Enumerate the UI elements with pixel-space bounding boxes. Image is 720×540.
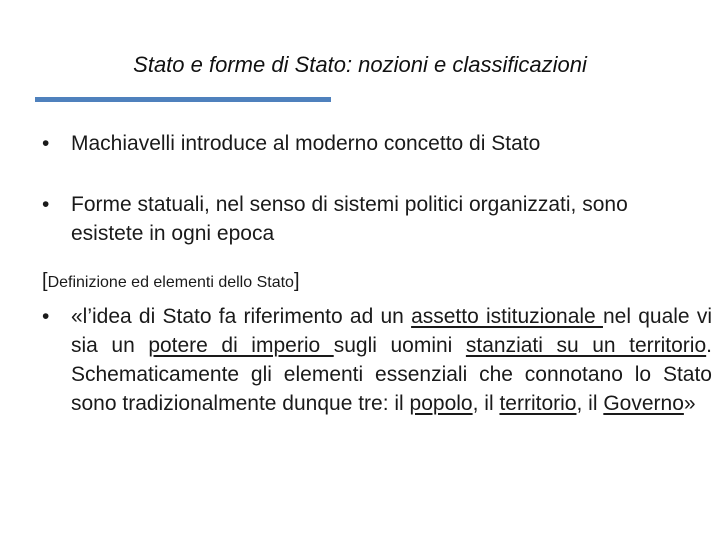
bullet-dot: •: [42, 132, 50, 155]
quote-part: , il: [576, 392, 604, 415]
bullet-dot: •: [42, 305, 50, 328]
quote-underlined-term: popolo: [409, 392, 473, 415]
section-heading: [42, 270, 300, 293]
bullet-text: Machiavelli introduce al moderno concetto di Stato: [71, 132, 541, 155]
section-bracket-open: [: [42, 270, 48, 292]
bullet-text: Forme statuali, nel senso di sistemi politici organizzati, sono esistete in ogni epoca: [71, 193, 628, 245]
quote-part: , il: [472, 392, 500, 415]
quote-underlined-term: assetto istituzionale: [411, 305, 603, 328]
title-accent-bar: [35, 97, 331, 102]
bullet-dot: •: [42, 193, 50, 216]
section-bracket-close: ]: [293, 270, 300, 292]
quote-underlined-term: potere di imperio: [148, 334, 334, 357]
slide-title: Stato e forme di Stato: nozioni e classificazioni: [133, 52, 587, 77]
quote-part: »: [683, 392, 696, 415]
section-heading-text: Definizione ed elementi dello Stato: [47, 274, 294, 291]
quote-part: sugli uomini: [333, 334, 466, 357]
quote-underlined-term: territorio: [499, 392, 577, 415]
quote-text: [71, 302, 712, 418]
quote-part: nel quale vi sia un: [71, 305, 712, 357]
quote-part: «l’idea di Stato fa riferimento ad un: [71, 305, 412, 328]
quote-underlined-term: stanziati su un territorio: [465, 334, 707, 357]
quote-part: . Schematicamente gli elementi essenziali che connotano lo Stato sono tradizionalmente dunque tre: il: [71, 334, 712, 415]
quote-underlined-term: Governo: [603, 392, 684, 415]
